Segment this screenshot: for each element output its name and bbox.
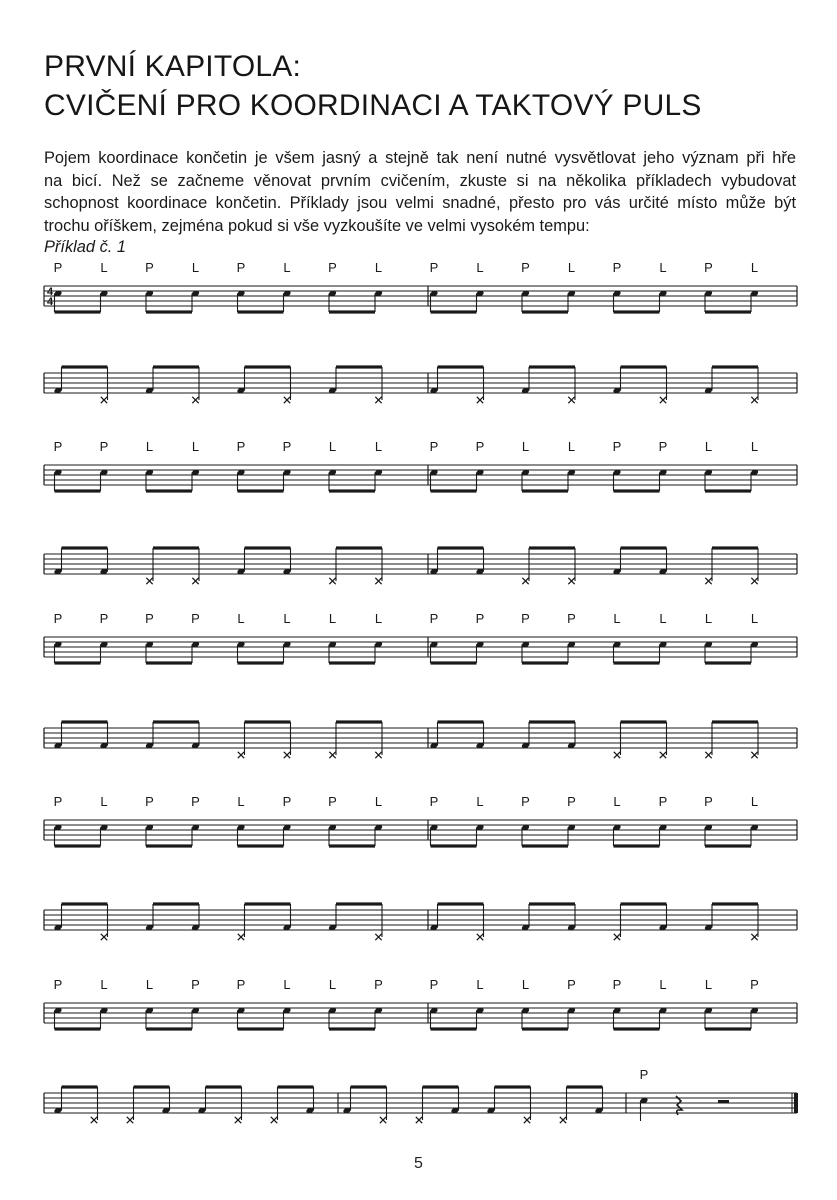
- intro-line: Pojem koordinace končetin je všem jasný a stejně tak není nutné vysvětlovat jeho význam při hře: [44, 149, 796, 167]
- sticking-letter: P: [236, 260, 246, 275]
- sticking-letter: L: [613, 611, 621, 626]
- note-beam: [329, 310, 375, 313]
- sticking-letter: P: [429, 977, 439, 992]
- sticking-letter: L: [476, 794, 484, 809]
- hihat-foot-note: [416, 1117, 422, 1123]
- sticking-letter: P: [53, 439, 63, 454]
- sticking-letter: P: [612, 977, 622, 992]
- final-barline-thick: [794, 1093, 798, 1113]
- sticking-letter: L: [659, 260, 667, 275]
- sticking-letter: L: [659, 977, 667, 992]
- note-beam: [529, 720, 575, 723]
- sticking-letter: P: [328, 794, 337, 809]
- hihat-foot-note: [375, 752, 381, 758]
- sticking-letter: P: [567, 977, 576, 992]
- sticking-letter: P: [658, 794, 668, 809]
- note-beam: [245, 720, 291, 723]
- note-beam: [146, 310, 192, 313]
- note-beam: [705, 844, 751, 847]
- note-beam: [438, 546, 484, 549]
- sticking-letter: L: [704, 977, 713, 992]
- note-beam: [153, 902, 199, 905]
- hihat-foot-note: [614, 752, 620, 758]
- sticking-letter: L: [145, 439, 154, 454]
- note-beam: [336, 365, 382, 368]
- hihat-foot-note: [101, 397, 107, 403]
- sticking-letter: L: [613, 794, 621, 809]
- note-beam: [238, 1027, 284, 1030]
- hihat-foot-note: [614, 934, 620, 940]
- sticking-letter: L: [750, 611, 759, 626]
- chapter-subtitle: CVIČENÍ PRO KOORDINACI A TAKTOVÝ PULS: [44, 89, 702, 122]
- sticking-letter: P: [567, 794, 576, 809]
- note-beam: [529, 546, 575, 549]
- foot-staff: [44, 902, 797, 940]
- intro-line: trochu oříškem, zejména pokud si vše vyzkoušíte ve velmi vysokém tempu:: [44, 216, 590, 235]
- time-signature-top: 4: [46, 286, 54, 298]
- hihat-foot-note: [101, 934, 107, 940]
- hihat-foot-note: [751, 934, 757, 940]
- sticking-letter: L: [374, 794, 383, 809]
- example-label: Příklad č. 1: [44, 238, 126, 256]
- page-number: 5: [414, 1155, 423, 1172]
- note-beam: [238, 489, 284, 492]
- sticking-letter: L: [704, 611, 713, 626]
- note-beam: [614, 310, 660, 313]
- sticking-letter: P: [236, 977, 246, 992]
- hihat-foot-note: [660, 752, 666, 758]
- sticking-letter: P: [145, 794, 154, 809]
- note-beam: [238, 844, 284, 847]
- note-beam: [278, 1085, 314, 1088]
- sticking-letter: P: [567, 611, 576, 626]
- sticking-letter: L: [750, 794, 759, 809]
- hihat-foot-note: [477, 397, 483, 403]
- sticking-letter: P: [53, 260, 63, 275]
- note-beam: [62, 365, 108, 368]
- hihat-foot-note: [380, 1117, 386, 1123]
- note-beam: [238, 310, 284, 313]
- note-beam: [55, 1027, 101, 1030]
- sticking-letter: L: [100, 977, 108, 992]
- note-beam: [712, 365, 758, 368]
- note-beam: [614, 1027, 660, 1030]
- sticking-letter: L: [191, 439, 200, 454]
- hihat-foot-note: [127, 1117, 133, 1123]
- note-beam: [146, 489, 192, 492]
- note-beam: [329, 844, 375, 847]
- quarter-rest: [676, 1096, 682, 1115]
- sticking-letter: L: [374, 611, 383, 626]
- note-beam: [146, 844, 192, 847]
- sticking-letter: P: [53, 611, 63, 626]
- intro-line: na bicí. Než se začneme věnovat prvním cvičením, zkuste si na několika příkladech vybudovat: [44, 171, 796, 190]
- sticking-letter: L: [100, 260, 108, 275]
- sticking-letter: P: [429, 439, 439, 454]
- hihat-foot-note: [235, 1117, 241, 1123]
- hihat-foot-note: [568, 397, 574, 403]
- hihat-foot-note: [375, 578, 381, 584]
- sticking-letter: P: [236, 439, 246, 454]
- note-beam: [431, 844, 477, 847]
- hihat-foot-note: [329, 578, 335, 584]
- hihat-foot-note: [192, 578, 198, 584]
- sticking-letter: P: [704, 794, 713, 809]
- note-beam: [614, 844, 660, 847]
- sticking-letter: P: [521, 794, 530, 809]
- hand-staff: [44, 439, 797, 493]
- note-beam: [712, 720, 758, 723]
- sticking-letter: L: [567, 260, 576, 275]
- hihat-foot-note: [91, 1117, 97, 1123]
- sticking-letter: P: [328, 260, 337, 275]
- note-beam: [245, 902, 291, 905]
- note-beam: [438, 720, 484, 723]
- sticking-letter: L: [328, 439, 337, 454]
- note-beam: [712, 902, 758, 905]
- hihat-foot-note: [329, 752, 335, 758]
- note-beam: [62, 1085, 98, 1088]
- hihat-foot-note: [192, 397, 198, 403]
- time-signature-bottom: 4: [46, 296, 54, 308]
- note-beam: [206, 1085, 242, 1088]
- note-beam: [431, 310, 477, 313]
- note-beam: [55, 661, 101, 664]
- foot-staff: [44, 720, 797, 758]
- sticking-letter: L: [283, 260, 291, 275]
- sticking-letter: P: [191, 611, 200, 626]
- note-beam: [614, 489, 660, 492]
- hihat-foot-note: [560, 1117, 566, 1123]
- note-beam: [134, 1085, 170, 1088]
- note-beam: [705, 1027, 751, 1030]
- hihat-foot-note: [284, 752, 290, 758]
- note-beam: [336, 546, 382, 549]
- sticking-letter: P: [639, 1067, 649, 1082]
- note-beam: [621, 720, 667, 723]
- sticking-letter: L: [328, 977, 337, 992]
- note-beam: [423, 1085, 459, 1088]
- note-beam: [438, 365, 484, 368]
- sticking-letter: L: [191, 260, 200, 275]
- hihat-foot-note: [705, 578, 711, 584]
- hand-staff: [44, 611, 797, 665]
- note-beam: [522, 310, 568, 313]
- note-beam: [522, 1027, 568, 1030]
- note-beam: [529, 365, 575, 368]
- note-beam: [55, 489, 101, 492]
- hihat-foot-note: [477, 934, 483, 940]
- foot-staff: [44, 1067, 798, 1123]
- note-beam: [329, 661, 375, 664]
- note-beam: [329, 489, 375, 492]
- note-beam: [62, 720, 108, 723]
- note-beam: [153, 546, 199, 549]
- sticking-letter: L: [521, 977, 530, 992]
- note-beam: [522, 661, 568, 664]
- note-beam: [55, 844, 101, 847]
- chapter-title: PRVNÍ KAPITOLA:: [44, 50, 301, 83]
- note-beam: [62, 546, 108, 549]
- hihat-foot-note: [660, 397, 666, 403]
- sticking-letter: L: [100, 794, 108, 809]
- sticking-letter: P: [282, 794, 292, 809]
- note-beam: [153, 365, 199, 368]
- note-beam: [431, 661, 477, 664]
- sticking-letter: L: [283, 977, 291, 992]
- note-beam: [522, 844, 568, 847]
- note-beam: [529, 902, 575, 905]
- sticking-letter: P: [53, 794, 63, 809]
- note-beam: [55, 310, 101, 313]
- note-beam: [705, 661, 751, 664]
- note-beam: [712, 546, 758, 549]
- sticking-letter: L: [476, 260, 484, 275]
- sticking-letter: P: [750, 977, 759, 992]
- sticking-letter: P: [191, 977, 200, 992]
- note-beam: [351, 1085, 387, 1088]
- note-beam: [495, 1085, 531, 1088]
- note-beam: [614, 661, 660, 664]
- sticking-letter: L: [145, 977, 154, 992]
- sticking-letter: P: [429, 794, 439, 809]
- sticking-letter: P: [704, 260, 713, 275]
- note-beam: [146, 1027, 192, 1030]
- hihat-foot-note: [524, 1117, 530, 1123]
- half-rest: [718, 1100, 729, 1104]
- note-beam: [146, 661, 192, 664]
- hihat-foot-note: [568, 578, 574, 584]
- sticking-letter: P: [475, 611, 485, 626]
- sticking-letter: P: [521, 260, 530, 275]
- note-beam: [336, 902, 382, 905]
- sticking-letter: L: [659, 611, 667, 626]
- foot-staff: [44, 365, 797, 403]
- hihat-foot-note: [238, 752, 244, 758]
- sticking-letter: P: [658, 439, 668, 454]
- hihat-foot-note: [284, 397, 290, 403]
- hihat-foot-note: [271, 1117, 277, 1123]
- note-beam: [705, 489, 751, 492]
- sticking-letter: L: [237, 794, 245, 809]
- sticking-letter: P: [429, 611, 439, 626]
- sticking-letter: L: [476, 977, 484, 992]
- note-beam: [336, 720, 382, 723]
- note-beam: [329, 1027, 375, 1030]
- note-beam: [153, 720, 199, 723]
- sticking-letter: P: [191, 794, 200, 809]
- sticking-letter: P: [282, 439, 292, 454]
- hihat-foot-note: [238, 934, 244, 940]
- sticking-letter: P: [475, 439, 485, 454]
- sticking-letter: P: [145, 260, 154, 275]
- note-beam: [705, 310, 751, 313]
- hihat-foot-note: [751, 397, 757, 403]
- hihat-foot-note: [375, 397, 381, 403]
- note-beam: [621, 546, 667, 549]
- sticking-letter: L: [567, 439, 576, 454]
- note-beam: [245, 546, 291, 549]
- note-beam: [621, 365, 667, 368]
- note-beam: [431, 489, 477, 492]
- foot-staff: [44, 546, 797, 584]
- sticking-letter: L: [237, 611, 245, 626]
- hand-staff: [44, 260, 797, 314]
- note-beam: [567, 1085, 603, 1088]
- note-beam: [438, 902, 484, 905]
- note-beam: [621, 902, 667, 905]
- hihat-foot-note: [375, 934, 381, 940]
- intro-line: schopnost koordinace končetin. Příklady jsou velmi snadné, přesto pro vás určité místo může být: [44, 194, 796, 213]
- note-beam: [238, 661, 284, 664]
- sticking-letter: P: [374, 977, 383, 992]
- sticking-letter: L: [750, 260, 759, 275]
- sticking-letter: L: [704, 439, 713, 454]
- sticking-letter: P: [612, 260, 622, 275]
- sticking-letter: P: [521, 611, 530, 626]
- hihat-foot-note: [146, 578, 152, 584]
- sticking-letter: P: [53, 977, 63, 992]
- note-beam: [62, 902, 108, 905]
- hand-staff: [44, 794, 797, 848]
- note-beam: [522, 489, 568, 492]
- hand-staff: [44, 977, 797, 1031]
- sticking-letter: P: [612, 439, 622, 454]
- hihat-foot-note: [705, 752, 711, 758]
- sticking-letter: P: [145, 611, 154, 626]
- sticking-letter: L: [374, 439, 383, 454]
- sticking-letter: L: [283, 611, 291, 626]
- sticking-letter: L: [328, 611, 337, 626]
- hihat-foot-note: [522, 578, 528, 584]
- hihat-foot-note: [751, 752, 757, 758]
- sticking-letter: L: [750, 439, 759, 454]
- sticking-letter: L: [374, 260, 383, 275]
- sticking-letter: L: [521, 439, 530, 454]
- sticking-letter: P: [99, 611, 109, 626]
- note-beam: [431, 1027, 477, 1030]
- hihat-foot-note: [751, 578, 757, 584]
- sticking-letter: P: [99, 439, 109, 454]
- note-beam: [245, 365, 291, 368]
- sticking-letter: P: [429, 260, 439, 275]
